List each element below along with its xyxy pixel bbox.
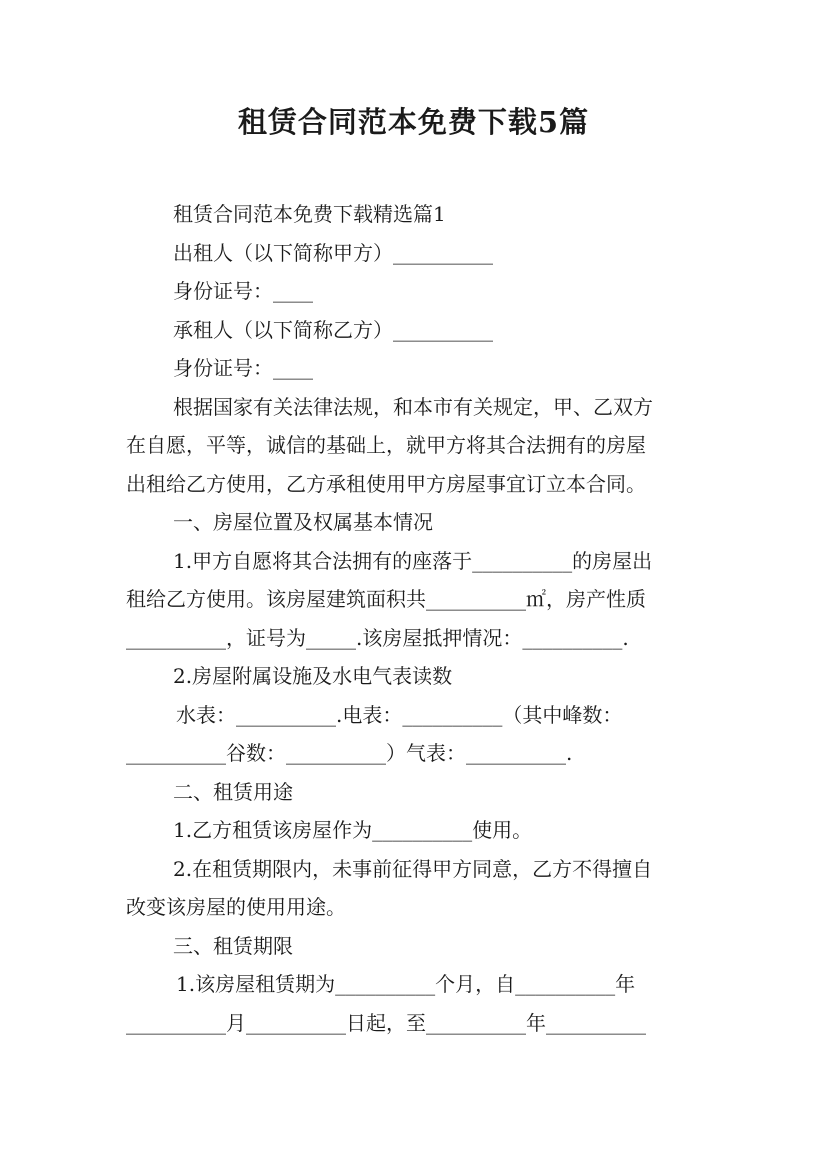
paragraph-line: __________，证号为_____.该房屋抵押情况：__________.: [126, 625, 629, 650]
lessor-id-line: 身份证号：____: [173, 279, 313, 303]
document-title: 租赁合同范本免费下载5篇: [237, 105, 590, 139]
lessee-line: 承租人（以下简称乙方）__________: [173, 317, 493, 342]
paragraph-line: __________月__________日起，至__________年__________: [126, 1010, 646, 1035]
clause-heading: 一、房屋位置及权属基本情况: [173, 510, 433, 534]
paragraph-line: 水表：__________.电表：__________（其中峰数：: [176, 702, 623, 727]
lessee-id-line: 身份证号：____: [173, 356, 313, 380]
paragraph-line: 1.甲方自愿将其合法拥有的座落于__________的房屋出: [173, 548, 653, 573]
paragraph-line: 出租给乙方使用，乙方承租使用甲方房屋事宜订立本合同。: [126, 471, 646, 496]
paragraph-line: 2.在租赁期限内，未事前征得甲方同意，乙方不得擅自: [173, 856, 653, 881]
clause-heading: 三、租赁期限: [173, 933, 293, 958]
paragraph-line: 1.该房屋租赁期为__________个月，自__________年: [176, 972, 636, 996]
document-body: [126, 195, 706, 1042]
section-heading: 租赁合同范本免费下载精选篇1: [173, 202, 446, 226]
paragraph-line: 2.房屋附属设施及水电气表读数: [173, 664, 453, 688]
clause-heading: 二、租赁用途: [173, 779, 293, 804]
paragraph-line: 1.乙方租赁该房屋作为__________使用。: [173, 818, 533, 842]
lessor-line: 出租人（以下简称甲方）__________: [173, 240, 493, 265]
paragraph-line: 租给乙方使用。该房屋建筑面积共__________㎡，房产性质: [126, 587, 646, 611]
paragraph-line: 改变该房屋的使用用途。: [126, 895, 346, 919]
paragraph-line: __________谷数：__________）气表：__________.: [126, 741, 573, 765]
paragraph-line: 在自愿，平等，诚信的基础上，就甲方将其合法拥有的房屋: [126, 433, 646, 457]
paragraph-line: 根据国家有关法律法规，和本市有关规定，甲、乙双方: [173, 394, 653, 419]
